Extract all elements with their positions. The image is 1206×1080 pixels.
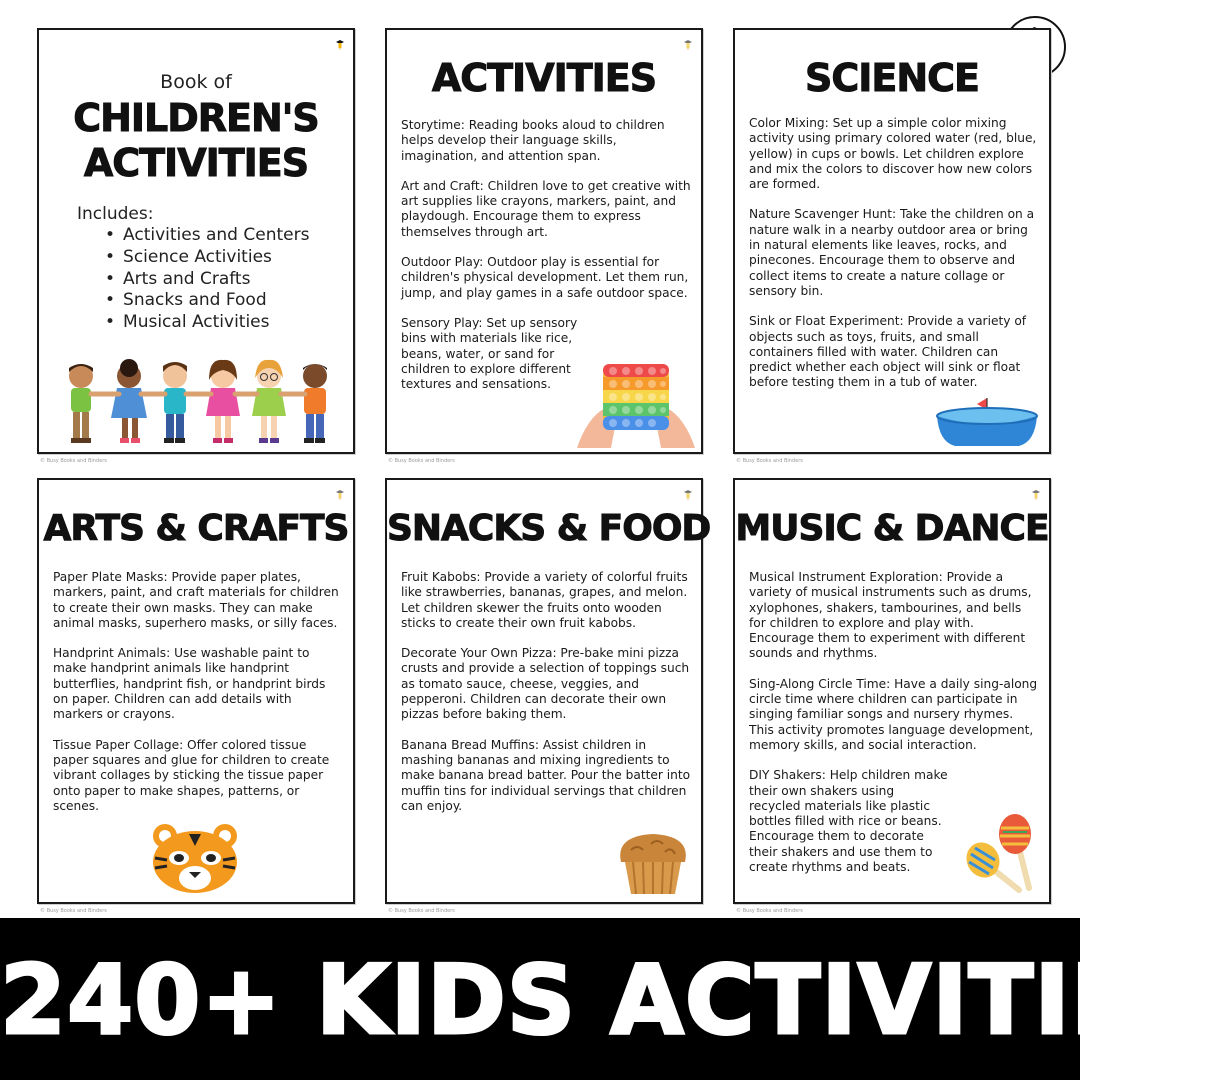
pop-it-toy-icon xyxy=(577,362,695,448)
pencil-icon xyxy=(683,489,693,501)
copyright-note: © Busy Books and Binders xyxy=(736,458,803,464)
maracas-icon xyxy=(963,814,1041,896)
banner-headline: 240+ KIDS ACTIVITIES xyxy=(0,946,1206,1056)
muffin-icon xyxy=(615,832,691,896)
includes-item: • Activities and Centers xyxy=(105,225,309,247)
entry-text: Nature Scavenger Hunt: Take the children on a nature walk in a nearby outdoor area or bring in natural elements like leaves, rocks, and pinecones. Encourage them to observe and collect items to create a nature collage or sensory bin. xyxy=(749,207,1035,298)
includes-item: • Science Activities xyxy=(105,247,309,269)
entry-text: Handprint Animals: Use washable paint to make handprint animals like handprint butterflies, handprint fish, or handprint birds on paper. Children can add details with markers or crayons. xyxy=(53,646,326,722)
entry-text: Musical Instrument Exploration: Provide a variety of musical instruments such as drums, xylophones, shakers, tambourines, and bells for children to explore and play with. Encourage them to experiment with different sounds and rhythms. xyxy=(749,570,1032,661)
snacks-food-page xyxy=(385,478,711,914)
page-title: ACTIVITIES xyxy=(431,56,657,100)
cover-pretitle: Book of xyxy=(160,71,232,93)
copyright-note: © Busy Books and Binders xyxy=(388,458,455,464)
entry-text: Sing-Along Circle Time: Have a daily sing-along circle time where children can participate in singing familiar songs and nursery rhymes. This activity promotes language development, memory skills, and social interaction. xyxy=(749,676,1038,752)
includes-list xyxy=(105,225,309,334)
page-title: MUSIC & DANCE xyxy=(735,508,1049,549)
pencil-icon xyxy=(1031,489,1041,501)
children-holding-hands-icon xyxy=(53,358,343,448)
includes-item: • Arts and Crafts xyxy=(105,269,309,291)
entry-text: Decorate Your Own Pizza: Pre-bake mini pizza crusts and provide a selection of toppings such as tomato sauce, cheese, veggies, and pepperoni. Children can decorate their own pizzas before baking them. xyxy=(401,646,690,722)
page-title: SNACKS & FOOD xyxy=(387,508,711,549)
music-dance-page xyxy=(733,478,1051,914)
entry-text: Art and Craft: Children love to get creative with art supplies like crayons, markers, paint, and playdough. Encourage them to express themselves through art. xyxy=(401,178,691,239)
entry-text: DIY Shakers: Help children make their own shakers using recycled materials like plastic bottles filled with rice or beans. Encourage them to decorate their shakers and use them to create rhythms and beats. xyxy=(749,768,948,875)
tiger-mask-icon xyxy=(149,822,241,894)
entry-list xyxy=(53,570,343,829)
entry-list xyxy=(401,570,691,829)
entry-text: Storytime: Reading books aloud to children helps develop their language skills, imagination, and attention span. xyxy=(401,118,665,163)
includes-label: Includes: xyxy=(77,204,154,224)
entry-text: Sensory Play: Set up sensory bins with materials like rice, beans, water, or sand for children to explore different textures and sensations. xyxy=(401,315,578,392)
page-title: ARTS & CRAFTS xyxy=(43,508,349,549)
entry-text: Tissue Paper Collage: Offer colored tissue paper squares and glue for children to create vibrant collages by sticking the tissue paper onto paper to make shapes, patterns, or scenes. xyxy=(53,737,330,813)
cover-title-line1: CHILDREN'S xyxy=(73,96,319,140)
entry-text: Banana Bread Muffins: Assist children in mashing bananas and mixing ingredients to make banana bread batter. Pour the batter into muffin tins for individual servings that children can enjoy. xyxy=(401,737,691,813)
copyright-note: © Busy Books and Binders xyxy=(40,908,107,914)
entry-text: Sink or Float Experiment: Provide a variety of objects such as toys, fruits, and small containers filled with water. Children can predict whether each object will sink or float before testing them in a tub of water. xyxy=(749,314,1027,390)
page-title: SCIENCE xyxy=(804,56,979,100)
entry-text: Color Mixing: Set up a simple color mixing activity using primary colored water (red, blue, yellow) in cups or bowls. Let children explore and mix the colors to discover how new colors are formed. xyxy=(749,116,1037,192)
water-tub-boat-icon xyxy=(935,396,1039,448)
entry-text: Outdoor Play: Outdoor play is essential for children's physical development. Let them run, jump, and play games in a safe outdoor space. xyxy=(401,255,689,300)
entry-list xyxy=(749,116,1039,406)
science-page xyxy=(733,28,1051,464)
pencil-icon xyxy=(335,489,345,501)
includes-item: • Musical Activities xyxy=(105,312,309,334)
entry-text: Paper Plate Masks: Provide paper plates, markers, paint, and craft materials for children to create their own masks. They can make animal masks, superhero masks, or silly faces. xyxy=(53,570,339,630)
pencil-icon xyxy=(683,39,693,51)
cover-page xyxy=(37,28,355,464)
cover-title-line2: ACTIVITIES xyxy=(83,141,309,185)
promo-banner xyxy=(0,918,1206,1080)
pencil-icon xyxy=(335,39,345,51)
activities-page xyxy=(385,28,703,464)
copyright-note: © Busy Books and Binders xyxy=(388,908,455,914)
copyright-note: © Busy Books and Binders xyxy=(736,908,803,914)
cover-title xyxy=(39,96,353,186)
copyright-note: © Busy Books and Binders xyxy=(40,458,107,464)
includes-item: • Snacks and Food xyxy=(105,290,309,312)
entry-text: Fruit Kabobs: Provide a variety of colorful fruits like strawberries, bananas, grapes, and melon. Let children skewer the fruits onto wooden sticks to create their own fruit kabobs. xyxy=(401,570,688,630)
arts-crafts-page xyxy=(37,478,355,914)
